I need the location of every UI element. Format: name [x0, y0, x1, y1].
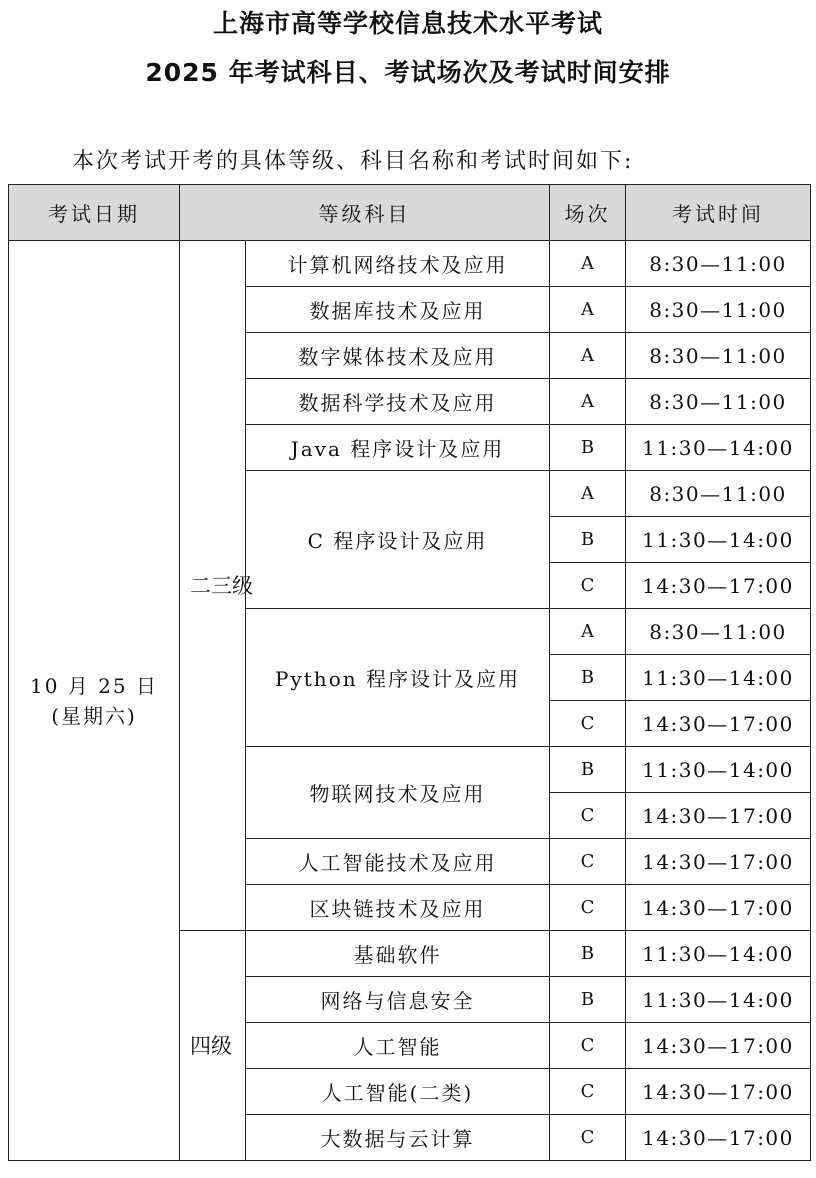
session-code: C	[550, 1069, 626, 1115]
level-cell	[180, 241, 253, 931]
exam-time: 8:30—11:00	[626, 471, 811, 517]
session-code: A	[550, 287, 626, 333]
exam-time: 14:30—17:00	[626, 1069, 811, 1115]
subject-name: 数字媒体技术及应用	[246, 333, 550, 379]
header-subject: 等级科目	[180, 185, 550, 241]
level-label: 二三级	[190, 573, 253, 598]
session-code: B	[550, 425, 626, 471]
exam-time: 14:30—17:00	[626, 793, 811, 839]
intro-text: 本次考试开考的具体等级、科目名称和考试时间如下:	[72, 149, 634, 174]
session-code: A	[550, 471, 626, 517]
table-body	[9, 241, 811, 1161]
header-date: 考试日期	[9, 185, 180, 241]
session-code: B	[550, 517, 626, 563]
subject-name: 人工智能	[246, 1023, 550, 1069]
session-code: B	[550, 747, 626, 793]
session-code: A	[550, 609, 626, 655]
subject-name: Java 程序设计及应用	[246, 425, 550, 471]
exam-time: 14:30—17:00	[626, 885, 811, 931]
exam-time: 14:30—17:00	[626, 701, 811, 747]
exam-time: 8:30—11:00	[626, 333, 811, 379]
level-label: 四级	[190, 1033, 232, 1058]
session-code: B	[550, 977, 626, 1023]
session-code: C	[550, 563, 626, 609]
exam-time: 8:30—11:00	[626, 241, 811, 287]
session-code: C	[550, 701, 626, 747]
exam-time: 8:30—11:00	[626, 379, 811, 425]
header-time: 考试时间	[626, 185, 811, 241]
exam-time: 14:30—17:00	[626, 1023, 811, 1069]
subject-name: 区块链技术及应用	[246, 885, 550, 931]
subject-name: C 程序设计及应用	[246, 471, 550, 609]
exam-date: 10 月 25 日	[30, 673, 158, 698]
subject-name: 数据科学技术及应用	[246, 379, 550, 425]
session-code: A	[550, 333, 626, 379]
exam-time: 11:30—14:00	[626, 655, 811, 701]
session-code: C	[550, 793, 626, 839]
subject-name: 大数据与云计算	[246, 1115, 550, 1161]
exam-time: 8:30—11:00	[626, 287, 811, 333]
exam-time: 11:30—14:00	[626, 931, 811, 977]
exam-time: 14:30—17:00	[626, 563, 811, 609]
exam-time: 11:30—14:00	[626, 977, 811, 1023]
session-code: B	[550, 655, 626, 701]
session-code: B	[550, 931, 626, 977]
exam-time: 11:30—14:00	[626, 517, 811, 563]
exam-schedule-table	[8, 184, 811, 1161]
exam-time: 14:30—17:00	[626, 1115, 811, 1161]
document-subtitle: 2025 年考试科目、考试场次及考试时间安排	[145, 58, 671, 87]
subject-name: 数据库技术及应用	[246, 287, 550, 333]
subject-name: 人工智能(二类)	[246, 1069, 550, 1115]
session-code: A	[550, 379, 626, 425]
subject-name: 网络与信息安全	[246, 977, 550, 1023]
header-session: 场次	[550, 185, 626, 241]
level-cell	[180, 931, 246, 1161]
subject-name: 计算机网络技术及应用	[246, 241, 550, 287]
subject-name: 物联网技术及应用	[246, 747, 550, 839]
exam-time: 14:30—17:00	[626, 839, 811, 885]
subject-name: 基础软件	[246, 931, 550, 977]
session-code: A	[550, 241, 626, 287]
subject-name: 人工智能技术及应用	[246, 839, 550, 885]
document-title: 上海市高等学校信息技术水平考试	[212, 9, 603, 38]
exam-time: 11:30—14:00	[626, 425, 811, 471]
exam-weekday: (星期六)	[51, 703, 137, 728]
table-row	[9, 241, 811, 287]
exam-time: 11:30—14:00	[626, 747, 811, 793]
exam-date-cell	[9, 241, 180, 1161]
session-code: C	[550, 839, 626, 885]
session-code: C	[550, 885, 626, 931]
exam-time: 8:30—11:00	[626, 609, 811, 655]
subject-name: Python 程序设计及应用	[246, 609, 550, 747]
session-code: C	[550, 1023, 626, 1069]
table-header-row	[9, 185, 811, 241]
session-code: C	[550, 1115, 626, 1161]
